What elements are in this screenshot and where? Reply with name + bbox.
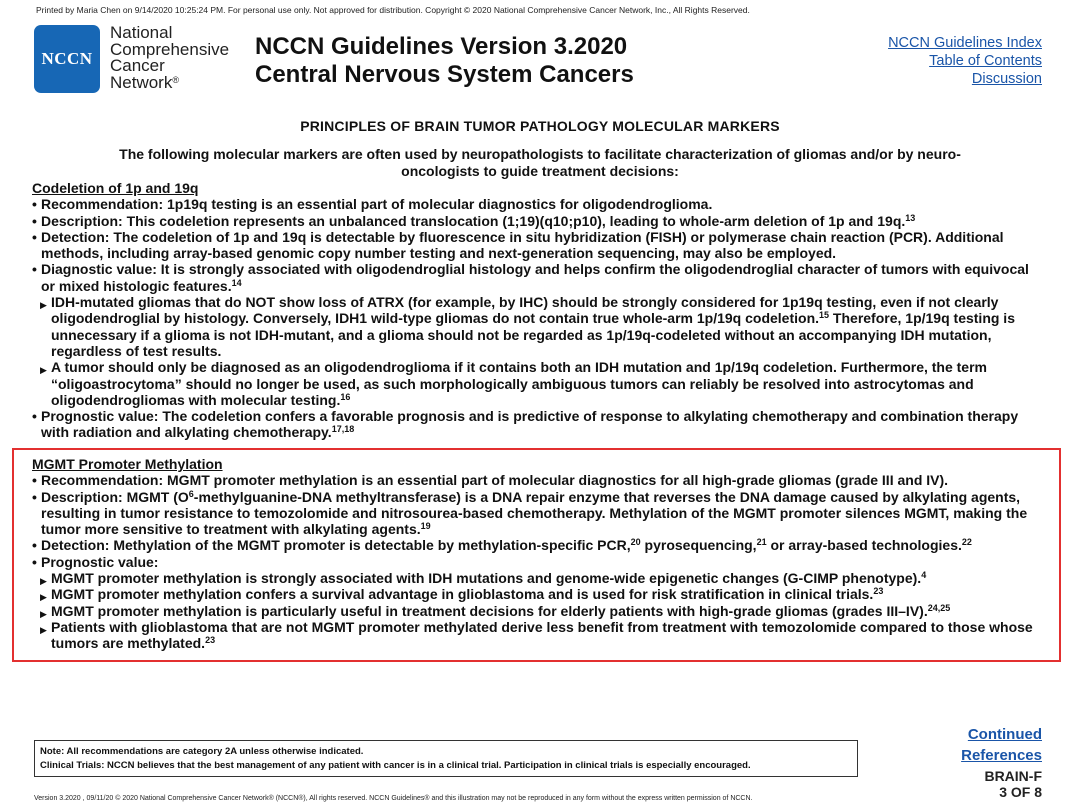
section-heading: PRINCIPLES OF BRAIN TUMOR PATHOLOGY MOLECULAR MARKERS <box>300 118 780 134</box>
triangle-bullet-icon: ▶ <box>40 576 47 587</box>
bullet: • <box>32 488 37 505</box>
continued-link[interactable]: Continued <box>967 726 1042 743</box>
ref-superscript: 20 <box>630 537 641 548</box>
superscript: 6 <box>188 488 194 499</box>
list-item: • Recommendation: 1p19q testing is an essential part of molecular diagnostics for oligodendroglioma. <box>32 196 713 213</box>
logo-line-4: Network® <box>110 72 179 92</box>
bullet: • <box>32 537 37 554</box>
triangle-bullet-icon: ▶ <box>40 300 47 311</box>
sub-list-item: ▶ A tumor should only be diagnosed as an oligodendroglioma if it contains both an IDH mutation and 1p/19q codeletion. Furthermore, the term “oligoastrocytoma” should no longer be used, as such morphologically ambiguous tumors can reliably be resolved into astrocytomas and oligodendrogliomas with molecular testing.$^{16}$ <box>40 359 987 408</box>
page-title <box>255 33 634 89</box>
sub-list-item: ▶ MGMT promoter methylation is strongly associated with IDH mutations and genome-wide epigenetic changes (G-CIMP phenotype).$^4$ <box>32 570 1042 586</box>
triangle-bullet-icon: ▶ <box>40 592 47 603</box>
bullet: • <box>32 472 37 489</box>
logo-registered: ® <box>172 74 179 85</box>
ref-superscript: 14 <box>231 277 242 288</box>
discussion-link[interactable]: Discussion <box>971 71 1042 87</box>
logo-abbr: NCCN <box>41 49 93 68</box>
ref-superscript: 4 <box>921 570 927 581</box>
ref-superscript: 13 <box>905 212 916 223</box>
ref-superscript: 15 <box>819 310 830 321</box>
sub-list-item: ▶ MGMT promoter methylation confers a survival advantage in glioblastoma and is used for risk stratification in clinical trials.$^{23}$ <box>32 586 1042 602</box>
sub-list-item: ▶ MGMT promoter methylation is particularly useful in treatment decisions for elderly patients with high-grade gliomas (grades III–IV).$^{24,25}$ <box>32 603 1042 619</box>
top-nav-links <box>888 34 1042 88</box>
ref-superscript: 19 <box>420 521 431 532</box>
bullet: • <box>32 408 37 425</box>
triangle-bullet-icon: ▶ <box>40 608 47 619</box>
logo-wordmark <box>110 25 229 91</box>
list-item: • Description: This codeletion represents an unbalanced translocation (1;19)(q10;p10), leading to whole-arm deletion of 1p and 19q.$^{13}$ <box>32 212 916 229</box>
mgmt-title: MGMT Promoter Methylation <box>32 456 223 472</box>
codeletion-section <box>32 180 1032 441</box>
ref-superscript: 23 <box>205 635 216 646</box>
ref-superscript: 24,25 <box>927 602 951 613</box>
note-box <box>34 740 858 777</box>
logo-line-2: Comprehensive <box>110 39 230 59</box>
list-item: • Detection: The codeletion of 1p and 19q is detectable by fluorescence in situ hybridization (FISH) or polymerase chain reaction (PCR). Additional methods, including array-based genomic copy number testing and next-generation sequencing, may also be employed. <box>32 228 1004 262</box>
bullet: • <box>32 261 37 278</box>
list-item: • Description: MGMT ($O^6-methylguanine$-DNA methyltransferase) is a DNA repair enzyme that reverses the DNA damage caused by alkylating agents, resulting in tumor resistance to temozolomide and nitrosourea-based chemotherapy. Methylation of the MGMT promoter silences MGMT, making the tumor more sensitive to treatment with alkylating agents.$^{19}$ <box>32 488 1028 538</box>
nccn-logo[interactable] <box>34 25 100 93</box>
references-link[interactable]: References <box>961 747 1042 764</box>
note-line-1: Note: All recommendations are category 2A unless otherwise indicated. <box>40 746 364 757</box>
table-of-contents-link[interactable]: Table of Contents <box>929 53 1042 69</box>
mgmt-section <box>32 456 1042 652</box>
codeletion-title: Codeletion of 1p and 19q <box>32 180 199 196</box>
ref-superscript: 17,18 <box>331 424 355 435</box>
copyright-footer: Version 3.2020 , 09/11/20 © 2020 National Comprehensive Cancer Network® (NCCN®), All rights reserved. NCCN Guidelines® and this illustration may not be reproduced in any form without the express written permission of NCCN. <box>34 795 753 802</box>
page-number: 3 OF 8 <box>999 784 1042 800</box>
triangle-bullet-icon: ▶ <box>40 624 47 635</box>
bullet: • <box>32 228 37 245</box>
list-item: • Recommendation: MGMT promoter methylation is an essential part of molecular diagnostics for all high-grade gliomas (grade III and IV). <box>32 472 949 489</box>
printed-by-line: Printed by Maria Chen on 9/14/2020 10:25:24 PM. For personal use only. Not approved for distribution. Copyright © 2020 National Comprehensive Cancer Network, Inc., All Rights Reserved. <box>36 5 750 15</box>
list-item: • Prognostic value: The codeletion confers a favorable prognosis and is predictive of response to alkylating chemotherapy and combination therapy with radiation and alkylating chemotherapy.$^{17,18}$ <box>32 408 1019 441</box>
list-item: • Prognostic value: <box>32 553 159 570</box>
page-identifier <box>984 768 1042 800</box>
intro-paragraph: The following molecular markers are often used by neuropathologists to facilitate characterization of gliomas and/or by neuro-oncologists to guide treatment decisions: <box>119 146 961 179</box>
bullet: • <box>32 553 37 570</box>
bullet: • <box>32 196 37 213</box>
ref-superscript: 23 <box>873 586 884 597</box>
list-item: • Diagnostic value: It is strongly associated with oligodendroglial histology and helps confirm the oligodendroglial character of tumors with equivocal or mixed histologic features.$^{14}$ <box>32 261 1029 294</box>
sub-list-item: ▶ IDH-mutated gliomas that do NOT show loss of ATRX (for example, by IHC) should be strongly considered for 1p19q testing, even if not clearly oligodendroglial by histology. Conversely, IDH1 wild-type gliomas do not contain true whole-arm 1p/19q codeletion.$^{15}$ Therefore, 1p/19q testing is unnecessary if a glioma is not IDH-mutant, and a glioma should not be regarded as 1p/19q-codeleted without an accompanying IDH mutation, regardless of test results. <box>40 294 1015 359</box>
triangle-bullet-icon: ▶ <box>40 365 47 376</box>
note-line-2: Clinical Trials: NCCN believes that the best management of any patient with cancer is in a clinical trial. Participation in clinical trials is especially encouraged. <box>40 759 751 771</box>
logo-line-3: Cancer <box>110 56 165 75</box>
guidelines-index-link[interactable]: NCCN Guidelines Index <box>888 35 1042 51</box>
logo-line-1: National <box>110 23 173 42</box>
sub-list-item: ▶ Patients with glioblastoma that are not MGMT promoter methylated derive less benefit from treatment with temozolomide compared to those whose tumors are methylated.$^{23}$ <box>40 618 1033 652</box>
bottom-nav-links <box>961 724 1042 766</box>
ref-superscript: 22 <box>961 537 972 548</box>
title-line-1: NCCN Guidelines Version 3.2020 <box>255 33 628 60</box>
ref-superscript: 21 <box>756 537 767 548</box>
page-code: BRAIN-F <box>984 768 1042 784</box>
ref-superscript: 16 <box>340 391 351 402</box>
title-line-2: Central Nervous System Cancers <box>255 61 634 88</box>
list-item: • Detection: Methylation of the MGMT promoter is detectable by methylation-specific PCR,$^{20}$ pyrosequencing,$^{21}$ or array-based technologies.$^{22}$ <box>32 537 972 554</box>
bullet: • <box>32 212 37 229</box>
